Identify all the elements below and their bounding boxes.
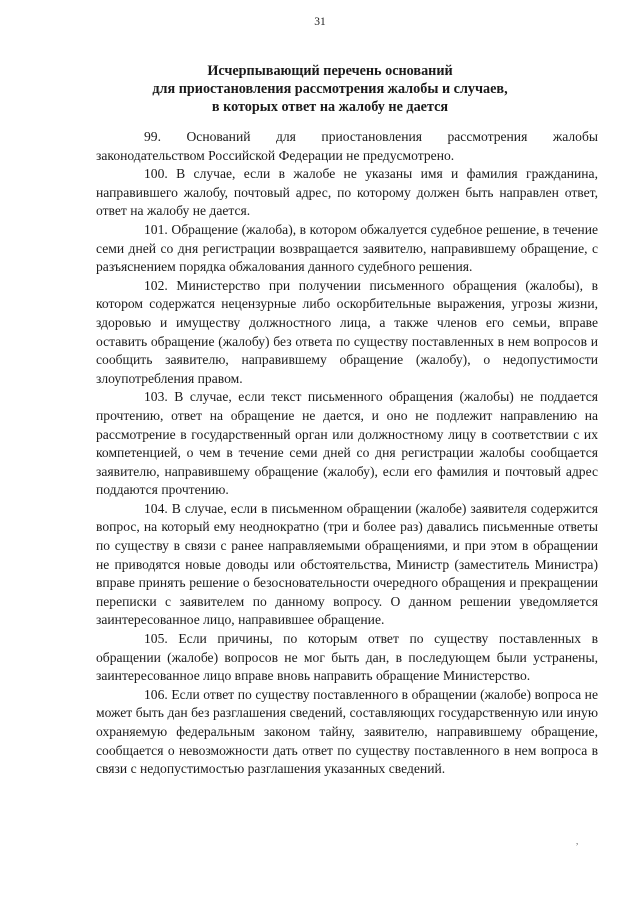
- page-number: 31: [314, 16, 326, 28]
- paragraph-number: 104.: [144, 500, 168, 516]
- scan-speck: ,: [576, 836, 579, 846]
- paragraph-101: [96, 221, 598, 277]
- paragraph-number: 106.: [144, 686, 168, 702]
- title-line-3: в которых ответ на жалобу не дается: [211, 99, 449, 115]
- paragraph-text: В случае, если текст письменного обращения (жалобы) не поддается прочтению, ответ на обращение не дается, и оно не подлежит направлению на рассмотрение в государственный орган или должностному лицу в соответствии с их компетенцией, о чем в течение семи дней со дня регистрации жалобы сообщается заявителю, направившему обращение (жалобу), если его фамилия и почтовый адрес поддаются прочтению.: [96, 389, 598, 498]
- paragraph-number: 101.: [144, 221, 168, 237]
- paragraph-text: Министерство при получении письменного обращения (жалобы), в котором содержатся нецензурные либо оскорбительные выражения, угрозы жизни, здоровью и имуществу должностного лица, а также членов его семьи, вправе оставить обращение (жалобу) без ответа по существу поставленных в нем вопросов и сообщить заявителю, направившему обращение (жалобу), о недопустимости злоупотребления правом.: [96, 277, 598, 386]
- paragraph-number: 105.: [144, 631, 168, 647]
- paragraph-number: 100.: [144, 166, 168, 182]
- paragraph-text: В случае, если в жалобе не указаны имя и фамилия гражданина, направившего жалобу, почтовый адрес, по которому должен быть направлен ответ, ответ на жалобу не дается.: [96, 166, 598, 219]
- paragraph-number: 102.: [144, 277, 168, 293]
- title-line-2: для приостановления рассмотрения жалобы и случаев,: [152, 81, 508, 97]
- paragraph-104: [96, 500, 598, 630]
- paragraph-text: Если причины, по которым ответ по существу поставленных в обращении (жалобе) вопросов не мог быть дан, в последующем были устранены, заинтересованное лицо вправе вновь направить обращение Министерство.: [96, 631, 598, 684]
- paragraph-number: 99.: [144, 129, 161, 144]
- paragraph-106: [96, 686, 598, 779]
- paragraph-text: Если ответ по существу поставленного в обращении (жалобе) вопроса не может быть дан без разглашения сведений, составляющих государственную или иную охраняемую федеральным законом тайну, заявителю, направившему обращение, сообщается о невозможности дать ответ по существу поставленного в нем вопроса в связи с недопустимостью разглашения указанных сведений.: [96, 686, 598, 777]
- paragraph-105: [96, 630, 598, 686]
- section-title: [120, 62, 540, 116]
- paragraph-100: [96, 165, 598, 221]
- document-body: [96, 128, 598, 779]
- paragraph-103: [96, 388, 598, 500]
- paragraph-text: В случае, если в письменном обращении (жалобе) заявителя содержится вопрос, на который ему неоднократно (три и более раз) давались письменные ответы по существу в связи с ранее направляемыми обращениями, и при этом в обращении не приводятся новые доводы или обстоятельства, Министр (заместитель Министра) вправе принять решение о безосновательности очередного обращения и прекращении переписки с заявителем по данному вопросу. О данном решении уведомляется заинтересованное лицо, направившее обращение.: [96, 500, 598, 628]
- paragraph-text: Оснований для приостановления рассмотрения жалобы законодательством Российской Федерации не предусмотрено.: [96, 129, 598, 163]
- paragraph-text: Обращение (жалоба), в котором обжалуется судебное решение, в течение семи дней со дня регистрации возвращается заявителю, направившему обращение, с разъяснением порядка обжалования данного судебного решения.: [96, 221, 599, 275]
- title-line-1: Исчерпывающий перечень оснований: [207, 63, 453, 79]
- paragraph-102: [96, 277, 598, 389]
- paragraph-99: [96, 128, 598, 165]
- paragraph-number: 103.: [144, 389, 168, 405]
